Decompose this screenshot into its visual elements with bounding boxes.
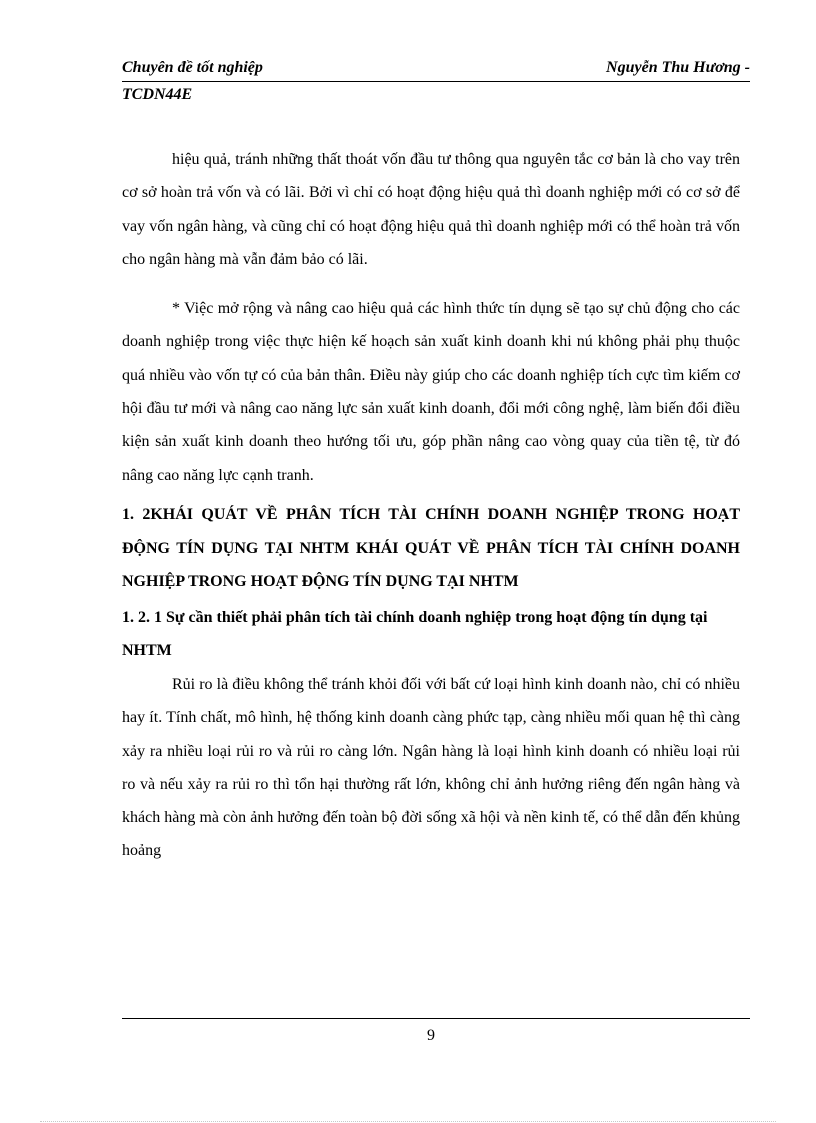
header-rule	[122, 81, 750, 82]
header-document-type: Chuyên đề tốt nghiệp	[122, 59, 263, 76]
footer-rule	[122, 1018, 750, 1019]
section-heading: 1. 2KHÁI QUÁT VỀ PHÂN TÍCH TÀI CHÍNH DOANH NGHIỆP TRONG HOẠT ĐỘNG TÍN DỤNG TẠI NHTM KHÁI QUÁT VỀ PHÂN TÍCH TÀI CHÍNH DOANH NGHIỆP TRONG HOẠT ĐỘNG TÍN DỤNG TẠI NHTM	[122, 505, 740, 591]
header-class-code: TCDN44E	[122, 86, 193, 103]
paragraph-credit-expansion: * Việc mở rộng và nâng cao hiệu quả các hình thức tín dụng sẽ tạo sự chủ động cho các doanh nghiệp trong việc thực hiện kế hoạch sản xuất kinh doanh khi nú không phải phụ thuộc quá nhiều vào vốn tự có của bản thân. Điều này giúp cho các doanh nghiệp tích cực tìm kiếm cơ hội đầu tư mới và nâng cao năng lực sản xuất kinh doanh, đổi mới công nghệ, làm biến đổi điều kiện sản xuất kinh doanh theo hướng tối ưu, góp phần nâng cao vòng quay của tiền tệ, từ đó nâng cao năng lực cạnh tranh.	[122, 300, 740, 484]
subsection-heading: 1. 2. 1 Sự cần thiết phải phân tích tài chính doanh nghiệp trong hoạt động tín dụng tại NHTM	[122, 608, 708, 660]
paragraph-continuation: hiệu quả, tránh những thất thoát vốn đầu tư thông qua nguyên tắc cơ bản là cho vay trên cơ sở hoàn trả vốn và có lãi. Bởi vì chỉ có hoạt động hiệu quả thì doanh nghiệp mới có cơ sở để vay vốn ngân hàng, và cũng chỉ có hoạt động hiệu quả thì doanh nghiệp mới có thể hoàn trả vốn cho ngân hàng mà vẫn đảm bảo có lãi.	[122, 151, 740, 268]
header-author: Nguyễn Thu Hương -	[606, 59, 750, 76]
page-edge-divider	[40, 1121, 776, 1122]
page-number: 9	[427, 1027, 435, 1044]
page-body	[122, 143, 740, 868]
paragraph-risk: Rủi ro là điều không thể tránh khỏi đối với bất cứ loại hình kinh doanh nào, chỉ có nhiều hay ít. Tính chất, mô hình, hệ thống kinh doanh càng phức tạp, càng nhiều mối quan hệ thì càng xảy ra nhiều loại rủi ro và rủi ro càng lớn. Ngân hàng là loại hình kinh doanh có nhiều loại rủi ro và nếu xảy ra rủi ro thì tổn hại thường rất lớn, không chỉ ảnh hưởng riêng đến ngân hàng và khách hàng mà còn ảnh hưởng đến toàn bộ đời sống xã hội và nền kinh tế, có thể dẫn đến khủng hoảng	[122, 675, 740, 860]
